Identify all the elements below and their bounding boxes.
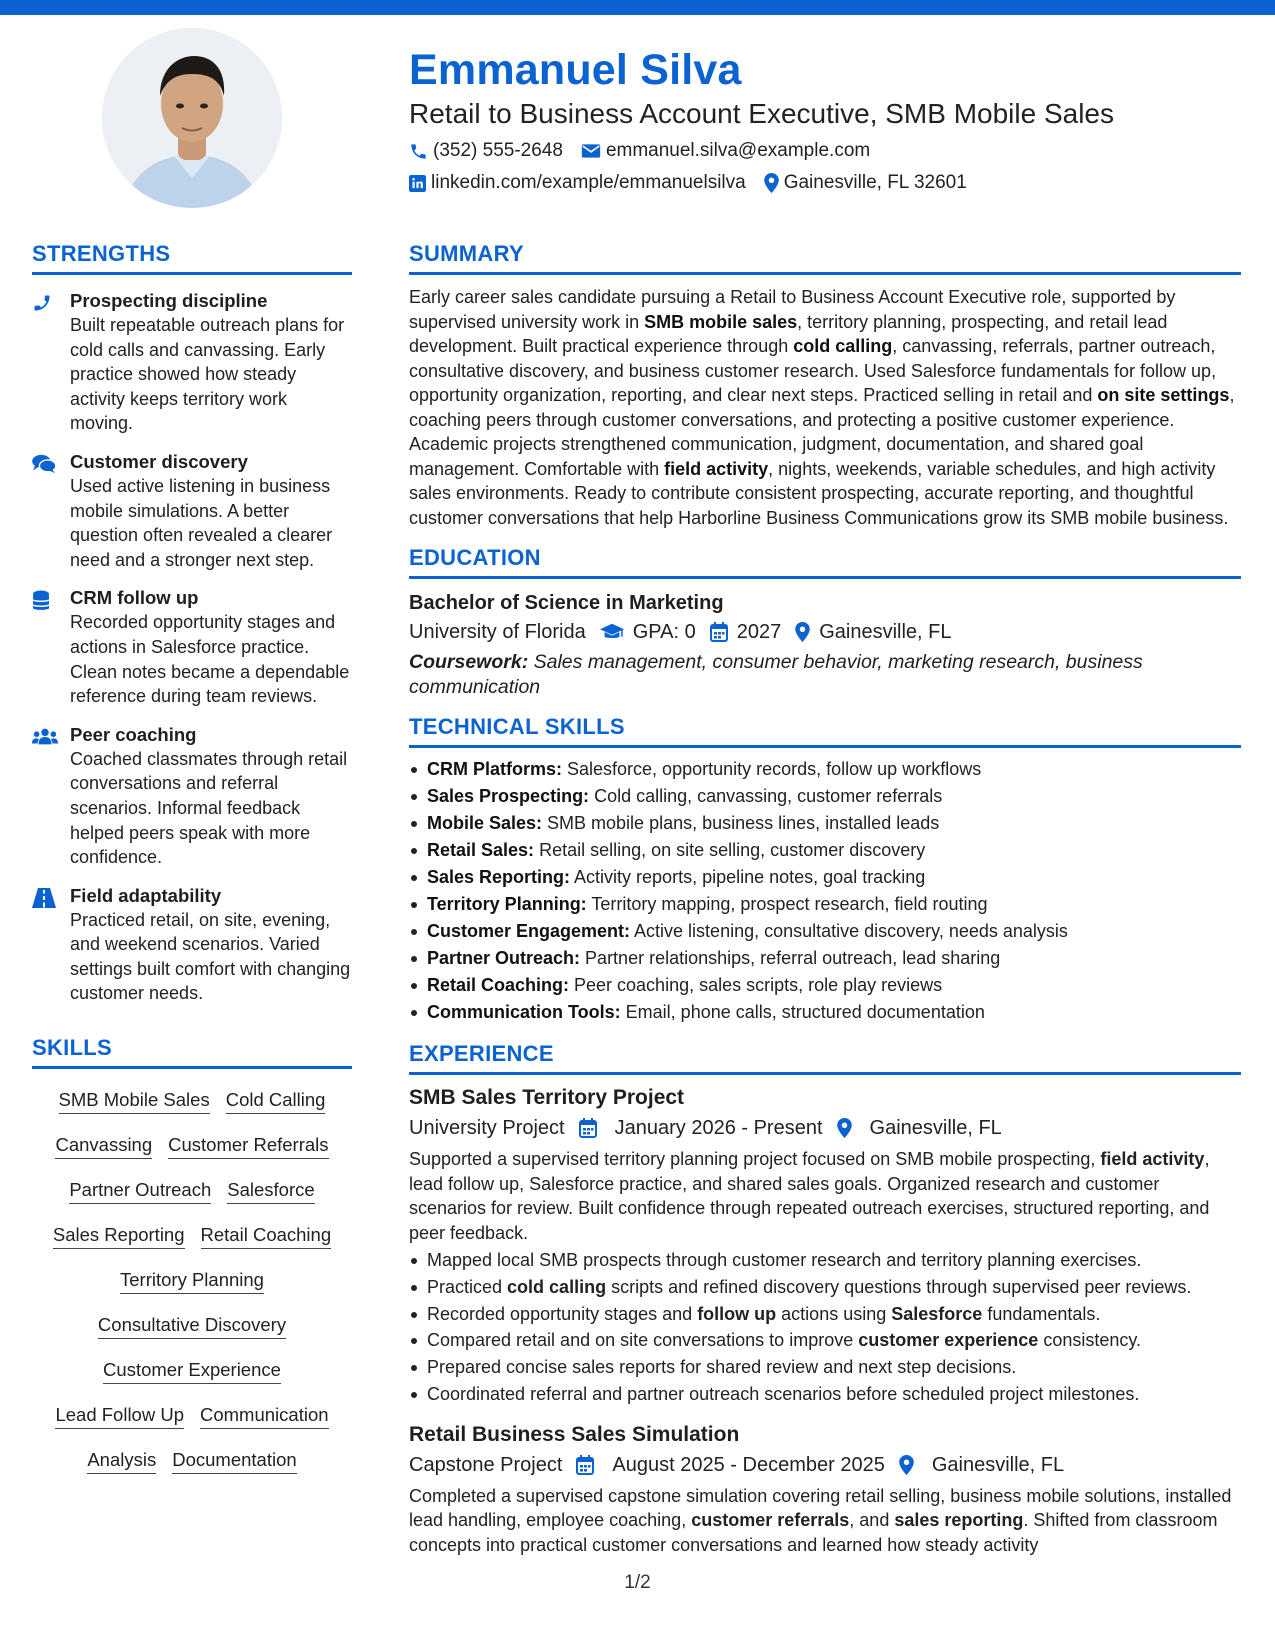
candidate-name: Emmanuel Silva <box>409 46 742 94</box>
job-meta <box>409 1450 1241 1480</box>
technical-skill-item: Partner Outreach: Partner relationships, referral outreach, lead sharing <box>409 945 1241 972</box>
technical-skill-item: Sales Reporting: Activity reports, pipeline notes, goal tracking <box>409 864 1241 891</box>
location-contact <box>764 172 967 194</box>
summary-text: Early career sales candidate pursuing a Retail to Business Account Executive role, supported by supervised university work in SMB mobile sales, territory planning, prospecting, and retail lead development. Built practical experience through cold calling, canvassing, referrals, partner outreach, consultative discovery, and business customer research. Used Salesforce fundamentals for follow up, opportunity organization, reporting, and clear next steps. Practiced selling in retail and on site settings, coaching peers through customer conversations, and protecting a positive customer experience. Academic projects strengthened communication, judgment, documentation, and shared goal management. Comfortable with field activity, nights, weekends, variable schedules, and high activity sales environments. Ready to contribute consistent prospecting, accurate reporting, and thoughtful customer conversations that help Harborline Business Communications grow its SMB mobile business. <box>409 287 1235 528</box>
email-contact[interactable] <box>581 140 870 162</box>
strengths-list <box>32 289 352 1006</box>
graduation-year <box>710 617 782 647</box>
strength-title: Field adaptability <box>70 884 222 906</box>
phone-icon <box>32 289 70 436</box>
gpa-text: GPA: 0 <box>632 621 696 643</box>
job-bullet: Compared retail and on site conversations to improve customer experience consistency. <box>409 1327 1241 1354</box>
education-location-text: Gainesville, FL <box>819 621 952 643</box>
skill-tag: Consultative Discovery <box>98 1312 286 1339</box>
skill-row <box>32 1447 352 1492</box>
database-icon <box>32 586 70 708</box>
technical-skill-item: CRM Platforms: Salesforce, opportunity records, follow up workflows <box>409 756 1241 783</box>
strength-title: Peer coaching <box>70 723 197 745</box>
location-text: Gainesville, FL 32601 <box>783 172 967 193</box>
job-dates: August 2025 - December 2025 <box>576 1450 884 1480</box>
contact-row-1 <box>409 138 1239 164</box>
experience-section <box>409 1040 1241 1557</box>
job-description: Supported a supervised territory planning project focused on SMB mobile prospecting, field activity, lead follow up, Salesforce practice, and shared sales goals. Organized research and customer scenarios for review. Built confidence through repeated outreach exercises, structured reporting, and peer feedback. <box>409 1149 1210 1243</box>
technical-skill-item: Territory Planning: Territory mapping, prospect research, field routing <box>409 891 1241 918</box>
contact-row-2 <box>409 170 1239 196</box>
road-icon <box>32 884 70 1006</box>
skill-tag: Customer Referrals <box>168 1132 328 1159</box>
linkedin-text[interactable]: linkedin.com/example/emmanuelsilva <box>431 172 746 193</box>
skill-tag: Communication <box>200 1402 329 1429</box>
comments-icon <box>32 450 70 572</box>
strength-description: Built repeatable outreach plans for cold calls and canvassing. Early practice showed how steady activity keeps territory work moving. <box>70 315 345 434</box>
technical-skills-heading: TECHNICAL SKILLS <box>409 713 1241 748</box>
resume-header <box>409 44 1239 196</box>
strength-description: Recorded opportunity stages and actions in Salesforce practice. Clean notes became a dependable reference during team reviews. <box>70 612 350 707</box>
skill-tag: Cold Calling <box>226 1087 326 1114</box>
strength-item <box>32 723 352 870</box>
map-pin-icon <box>795 622 810 642</box>
strength-title: Prospecting discipline <box>70 290 268 311</box>
skills-heading: SKILLS <box>32 1034 352 1069</box>
experience-entry <box>409 1420 1241 1558</box>
skill-tag: Analysis <box>87 1447 156 1474</box>
right-column <box>409 240 1241 1557</box>
technical-skill-item: Retail Sales: Retail selling, on site selling, customer discovery <box>409 837 1241 864</box>
education-location <box>795 617 951 647</box>
linkedin-contact[interactable] <box>409 172 746 194</box>
technical-skills-section <box>409 713 1241 1026</box>
skill-tag: Retail Coaching <box>201 1222 332 1249</box>
job-bullet: Mapped local SMB prospects through customer research and territory planning exercises. <box>409 1247 1241 1274</box>
strength-description: Practiced retail, on site, evening, and weekend scenarios. Varied settings built comfort with changing customer needs. <box>70 909 351 1004</box>
phone-text: (352) 555-2648 <box>433 140 563 161</box>
job-bullet: Coordinated referral and partner outreach scenarios before scheduled project milestones. <box>409 1381 1241 1408</box>
job-location: Gainesville, FL <box>899 1450 1064 1480</box>
strength-title: Customer discovery <box>70 450 248 472</box>
job-bullet: Prepared concise sales reports for shared review and next step decisions. <box>409 1354 1241 1381</box>
map-pin-icon <box>764 173 779 193</box>
experience-entry <box>409 1083 1241 1408</box>
year-text: 2027 <box>736 621 782 643</box>
job-bullet: Recorded opportunity stages and follow up actions using Salesforce fundamentals. <box>409 1301 1241 1328</box>
skill-row <box>32 1132 352 1177</box>
strength-item <box>32 289 352 436</box>
education-meta <box>409 617 1241 647</box>
strength-body <box>70 450 352 572</box>
calendar-icon <box>710 622 728 642</box>
email-text[interactable]: emmanuel.silva@example.com <box>605 140 871 161</box>
strength-description: Coached classmates through retail conversations and referral scenarios. Informal feedback helped peers speak with more confidence. <box>70 748 348 868</box>
strength-body <box>70 723 352 870</box>
experience-list <box>409 1083 1241 1557</box>
skills-grid <box>32 1087 352 1492</box>
phone-icon <box>409 142 428 161</box>
skill-row <box>32 1312 352 1357</box>
strength-item <box>32 450 352 572</box>
top-accent-bar <box>0 0 1275 15</box>
coursework-label: Coursework: <box>409 651 529 673</box>
education-section <box>409 544 1241 699</box>
strength-title: CRM follow up <box>70 587 199 609</box>
left-column <box>32 240 352 1492</box>
job-dates: January 2026 - Present <box>579 1113 823 1143</box>
experience-heading: EXPERIENCE <box>409 1040 1241 1075</box>
technical-skill-item: Customer Engagement: Active listening, consultative discovery, needs analysis <box>409 918 1241 945</box>
skill-tag: Lead Follow Up <box>55 1402 184 1429</box>
job-bullet: Practiced cold calling scripts and refined discovery questions through supervised peer reviews. <box>409 1274 1241 1301</box>
job-description: Completed a supervised capstone simulation covering retail selling, business mobile solutions, installed lead handling, employee coaching, customer referrals, and sales reporting. Shifted from classroom concepts into practical customer conversations and learned how steady activity <box>409 1485 1232 1555</box>
technical-skill-item: Communication Tools: Email, phone calls, structured documentation <box>409 999 1241 1026</box>
graduation-cap-icon <box>600 623 624 641</box>
map-pin-icon <box>837 1118 861 1138</box>
skill-tag: Customer Experience <box>103 1357 281 1384</box>
coursework <box>409 650 1241 699</box>
users-icon <box>32 723 70 870</box>
candidate-title: Retail to Business Account Executive, SMB Mobile Sales <box>409 98 1115 129</box>
skill-tag: Canvassing <box>55 1132 152 1159</box>
degree: Bachelor of Science in Marketing <box>409 592 724 614</box>
envelope-icon <box>581 143 601 159</box>
skill-row <box>32 1267 352 1312</box>
skill-row <box>32 1222 352 1267</box>
strength-description: Used active listening in business mobile simulations. A better question often revealed a clearer need and a stronger next step. <box>70 475 333 570</box>
job-location: Gainesville, FL <box>837 1113 1002 1143</box>
calendar-icon <box>576 1455 603 1475</box>
strength-body <box>70 586 352 708</box>
school-name: University of Florida <box>409 621 586 643</box>
phone-contact <box>409 140 563 162</box>
skill-tag: Territory Planning <box>120 1267 264 1294</box>
technical-skills-list <box>409 756 1241 1026</box>
technical-skill-item: Retail Coaching: Peer coaching, sales scripts, role play reviews <box>409 972 1241 999</box>
job-bullets <box>409 1247 1241 1408</box>
skill-tag: Partner Outreach <box>69 1177 211 1204</box>
job-title: SMB Sales Territory Project <box>409 1086 685 1109</box>
page-number: 1/2 <box>624 1572 651 1593</box>
job-meta <box>409 1113 1241 1143</box>
strength-item <box>32 586 352 708</box>
skill-tag: SMB Mobile Sales <box>59 1087 210 1114</box>
strength-body <box>70 884 352 1006</box>
school <box>409 617 586 647</box>
technical-skill-item: Sales Prospecting: Cold calling, canvassing, customer referrals <box>409 783 1241 810</box>
strength-item <box>32 884 352 1006</box>
skill-row <box>32 1177 352 1222</box>
linkedin-icon <box>409 175 426 192</box>
strengths-heading: STRENGTHS <box>32 240 352 275</box>
profile-photo <box>102 28 282 208</box>
skill-row <box>32 1402 352 1447</box>
gpa <box>600 617 696 647</box>
job-organization: University Project <box>409 1117 565 1139</box>
coursework-text: Sales management, consumer behavior, marketing research, business communication <box>409 651 1143 698</box>
skill-tag: Documentation <box>172 1447 296 1474</box>
skill-row <box>32 1357 352 1402</box>
technical-skill-item: Mobile Sales: SMB mobile plans, business lines, installed leads <box>409 810 1241 837</box>
skill-row <box>32 1087 352 1132</box>
strength-body <box>70 289 352 436</box>
job-organization: Capstone Project <box>409 1453 563 1476</box>
job-title: Retail Business Sales Simulation <box>409 1422 740 1446</box>
skill-tag: Salesforce <box>227 1177 314 1204</box>
skill-tag: Sales Reporting <box>53 1222 185 1249</box>
education-heading: EDUCATION <box>409 544 1241 579</box>
calendar-icon <box>579 1118 606 1138</box>
summary-heading: SUMMARY <box>409 240 1241 275</box>
map-pin-icon <box>899 1455 923 1475</box>
